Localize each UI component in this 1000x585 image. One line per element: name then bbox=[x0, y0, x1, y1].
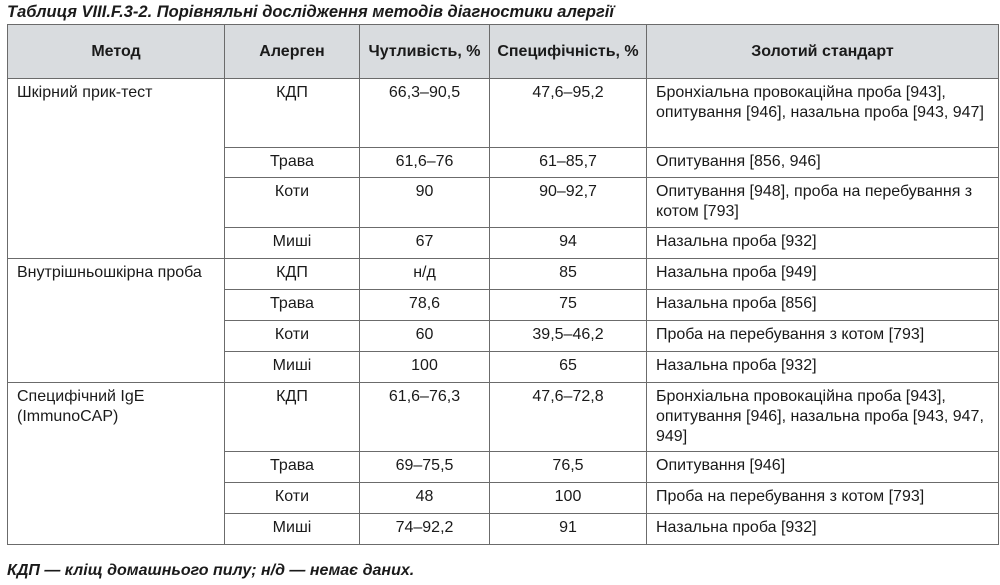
header-method: Метод bbox=[8, 25, 225, 79]
method-cell: Шкірний прик-тест bbox=[8, 79, 225, 259]
gold-standard-cell: Опитування [946] bbox=[647, 452, 999, 483]
table-row bbox=[8, 383, 999, 452]
method-cell: Специфічний IgE (ImmunoCAP) bbox=[8, 383, 225, 545]
allergen-cell: КДП bbox=[225, 259, 360, 290]
header-gold-standard: Золотий стандарт bbox=[647, 25, 999, 79]
allergen-cell: Миші bbox=[225, 514, 360, 545]
table-row bbox=[8, 79, 999, 148]
method-cell: Внутрішньошкірна проба bbox=[8, 259, 225, 383]
gold-standard-cell: Назальна проба [949] bbox=[647, 259, 999, 290]
allergen-cell: Миші bbox=[225, 228, 360, 259]
sensitivity-cell: 90 bbox=[360, 178, 490, 228]
header-sensitivity: Чутливість, % bbox=[360, 25, 490, 79]
diagnostics-comparison-table bbox=[7, 24, 999, 545]
specificity-cell: 100 bbox=[490, 483, 647, 514]
header-specificity: Специфічність, % bbox=[490, 25, 647, 79]
sensitivity-cell: 60 bbox=[360, 321, 490, 352]
allergen-cell: Трава bbox=[225, 148, 360, 178]
sensitivity-cell: 66,3–90,5 bbox=[360, 79, 490, 148]
gold-standard-cell: Проба на перебування з котом [793] bbox=[647, 321, 999, 352]
allergen-cell: КДП bbox=[225, 79, 360, 148]
sensitivity-cell: 61,6–76 bbox=[360, 148, 490, 178]
specificity-cell: 90–92,7 bbox=[490, 178, 647, 228]
specificity-cell: 47,6–95,2 bbox=[490, 79, 647, 148]
table-legend: КДП — кліщ домашнього пилу; н/д — немає даних. bbox=[7, 562, 415, 579]
sensitivity-cell: 67 bbox=[360, 228, 490, 259]
specificity-cell: 85 bbox=[490, 259, 647, 290]
gold-standard-cell: Бронхіальна провокаційна проба [943], опитування [946], назальна проба [943, 947, 949] bbox=[647, 383, 999, 452]
allergen-cell: Коти bbox=[225, 321, 360, 352]
allergen-cell: КДП bbox=[225, 383, 360, 452]
specificity-cell: 47,6–72,8 bbox=[490, 383, 647, 452]
sensitivity-cell: 100 bbox=[360, 352, 490, 383]
specificity-cell: 76,5 bbox=[490, 452, 647, 483]
sensitivity-cell: 78,6 bbox=[360, 290, 490, 321]
gold-standard-cell: Бронхіальна провокаційна проба [943], опитування [946], назальна проба [943, 947] bbox=[647, 79, 999, 148]
allergen-cell: Трава bbox=[225, 290, 360, 321]
gold-standard-cell: Опитування [948], проба на перебування з котом [793] bbox=[647, 178, 999, 228]
gold-standard-cell: Назальна проба [856] bbox=[647, 290, 999, 321]
sensitivity-cell: н/д bbox=[360, 259, 490, 290]
header-allergen: Алерген bbox=[225, 25, 360, 79]
gold-standard-cell: Проба на перебування з котом [793] bbox=[647, 483, 999, 514]
sensitivity-cell: 69–75,5 bbox=[360, 452, 490, 483]
sensitivity-cell: 61,6–76,3 bbox=[360, 383, 490, 452]
sensitivity-cell: 48 bbox=[360, 483, 490, 514]
header-row bbox=[8, 25, 999, 79]
gold-standard-cell: Назальна проба [932] bbox=[647, 228, 999, 259]
allergen-cell: Коти bbox=[225, 483, 360, 514]
specificity-cell: 61–85,7 bbox=[490, 148, 647, 178]
specificity-cell: 94 bbox=[490, 228, 647, 259]
specificity-cell: 91 bbox=[490, 514, 647, 545]
allergen-cell: Миші bbox=[225, 352, 360, 383]
table-caption: Таблиця VIII.F.3-2. Порівняльні дослідження методів діагностики алергії bbox=[7, 3, 614, 21]
specificity-cell: 75 bbox=[490, 290, 647, 321]
table-row bbox=[8, 259, 999, 290]
gold-standard-cell: Назальна проба [932] bbox=[647, 514, 999, 545]
allergen-cell: Коти bbox=[225, 178, 360, 228]
sensitivity-cell: 74–92,2 bbox=[360, 514, 490, 545]
specificity-cell: 39,5–46,2 bbox=[490, 321, 647, 352]
gold-standard-cell: Назальна проба [932] bbox=[647, 352, 999, 383]
allergen-cell: Трава bbox=[225, 452, 360, 483]
gold-standard-cell: Опитування [856, 946] bbox=[647, 148, 999, 178]
specificity-cell: 65 bbox=[490, 352, 647, 383]
